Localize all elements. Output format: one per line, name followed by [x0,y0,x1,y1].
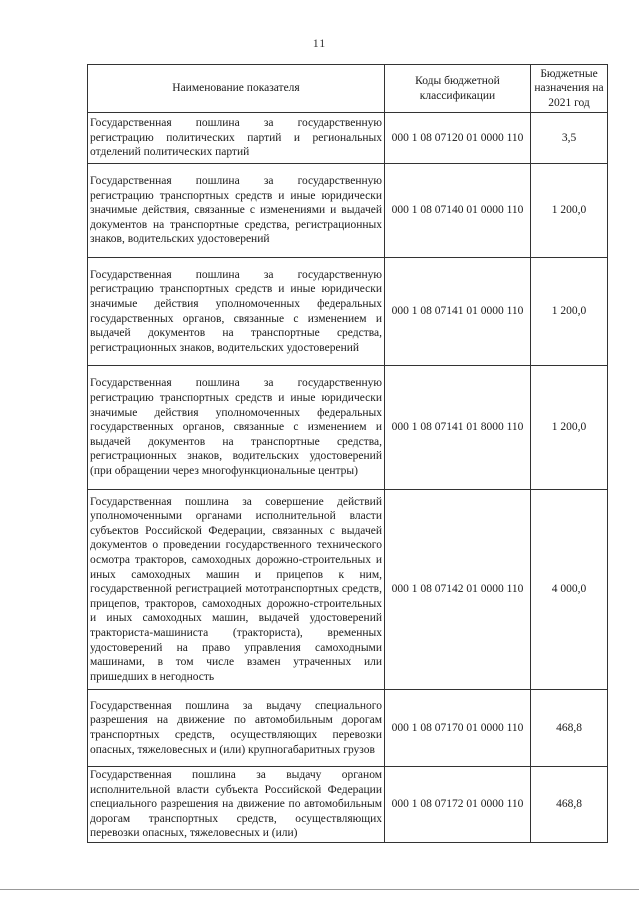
row-amount: 3,5 [531,113,608,164]
row-code: 000 1 08 07120 01 0000 110 [385,113,531,164]
table-row [88,690,608,767]
row-name: Государственная пошлина за государственную регистрацию транспортных средств и иные юридически значимые действия, связанные с изменениями и выдачей документов на транспортные средства, регистрационных знаков, водительских удостоверений [88,164,385,258]
row-code: 000 1 08 07141 01 8000 110 [385,366,531,490]
table-row [88,366,608,490]
row-name: Государственная пошлина за государственную регистрацию транспортных средств и иные юридически значимые действия уполномоченных федеральных государственных органов, связанные с изменением и выдачей документов на транспортные средства, регистрационных знаков, водительских удостоверений [88,258,385,366]
table-row [88,258,608,366]
row-amount: 1 200,0 [531,164,608,258]
page-bottom-divider [0,889,639,890]
row-name: Государственная пошлина за государственную регистрацию транспортных средств и иные юридически значимые действия уполномоченных федеральных государственных органов, связанные с изменением и выдачей документов на транспортные средства, регистрационных знаков, водительских удостоверений (при обращении через многофункциональные центры) [88,366,385,490]
table-row [88,113,608,164]
table-row [88,767,608,843]
row-name: Государственная пошлина за выдачу органом исполнительной власти субъекта Российской Федерации специального разрешения на движение по автомобильным дорогам транспортных средств, осуществляющих перевозки опасных, тяжеловесных и (или) [88,767,385,843]
row-amount: 4 000,0 [531,490,608,690]
row-amount: 468,8 [531,690,608,767]
row-code: 000 1 08 07142 01 0000 110 [385,490,531,690]
header-code: Коды бюджетной классификации [385,65,531,113]
table-row [88,490,608,690]
header-name: Наименование показателя [88,65,385,113]
row-amount: 1 200,0 [531,258,608,366]
row-amount: 468,8 [531,767,608,843]
row-code: 000 1 08 07172 01 0000 110 [385,767,531,843]
table-header-row [88,65,608,113]
row-name: Государственная пошлина за государственную регистрацию политических партий и региональных отделений политических партий [88,113,385,164]
row-code: 000 1 08 07140 01 0000 110 [385,164,531,258]
table-row [88,164,608,258]
row-code: 000 1 08 07141 01 0000 110 [385,258,531,366]
row-code: 000 1 08 07170 01 0000 110 [385,690,531,767]
budget-table [87,64,608,843]
page-number: 11 [312,36,327,50]
row-name: Государственная пошлина за совершение действий уполномоченными органами исполнительной власти субъектов Российской Федерации, связанных с выдачей документов о проведении государственного технического осмотра тракторов, самоходных дорожно-строительных и иных самоходных машин и прицепов к ним, государственной регистрацией мототранспортных средств, прицепов, тракторов, самоходных дорожно-строительных и иных самоходных машин, выдачей удостоверений тракториста-машиниста (тракториста), временных удостоверений на право управления самоходными машинами, в том числе взамен утраченных или пришедших в негодность [88,490,385,690]
row-amount: 1 200,0 [531,366,608,490]
row-name: Государственная пошлина за выдачу специального разрешения на движение по автомобильным дорогам транспортных средств, осуществляющих перевозки опасных, тяжеловесных и (или) крупногабаритных грузов [88,690,385,767]
header-amount: Бюджетные назначения на 2021 год [531,65,608,113]
